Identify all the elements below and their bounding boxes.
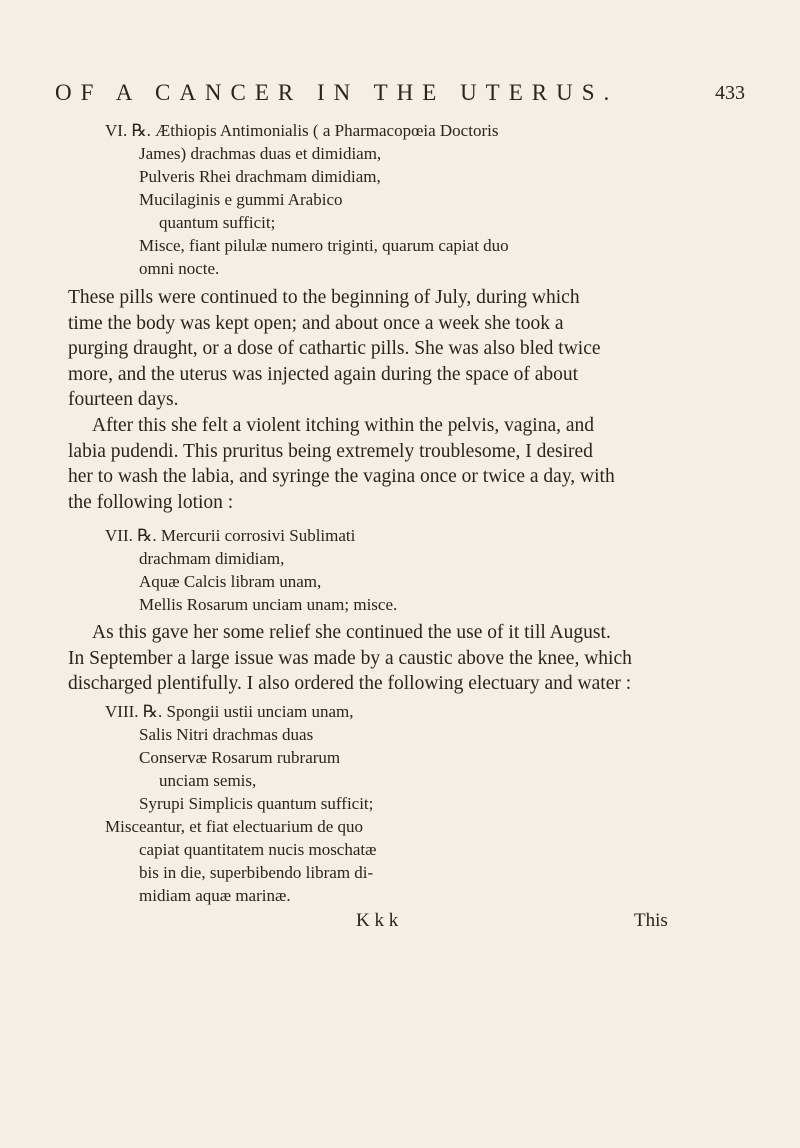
recipe-line: James) drachmas duas et dimidiam, <box>139 144 382 163</box>
header-title: OF A CANCER IN THE UTERUS. <box>55 80 619 105</box>
recipe-line: Aquæ Calcis libram unam, <box>139 572 322 591</box>
recipe-vii <box>105 524 397 616</box>
text-line: As this gave her some relief she continued the use of it till August. <box>92 622 611 643</box>
recipe-line: omni nocte. <box>139 259 220 278</box>
recipe-line: Misceantur, et fiat electuarium de quo <box>105 817 363 836</box>
recipe-line: Mucilaginis e gummi Arabico <box>139 190 343 209</box>
recipe-line: Misce, fiant pilulæ numero triginti, quarum capiat duo <box>139 236 509 255</box>
page-number: 433 <box>715 82 745 104</box>
text-line: After this she felt a violent itching within the pelvis, vagina, and <box>92 415 595 436</box>
recipe-line: Syrupi Simplicis quantum sufficit; <box>139 794 374 813</box>
text-line: discharged plentifully. I also ordered the following electuary and water : <box>68 673 632 695</box>
text-line: In September a large issue was made by a caustic above the knee, which <box>68 647 632 669</box>
recipe-line: unciam semis, <box>159 771 257 790</box>
recipe-line: bis in die, superbibendo libram di- <box>139 863 374 882</box>
text-line: These pills were continued to the beginning of July, during which <box>68 287 580 308</box>
running-header <box>55 80 745 110</box>
recipe-vi <box>105 119 509 280</box>
text-line: time the body was kept open; and about once a week she took a <box>68 312 564 334</box>
recipe-line: drachmam dimidiam, <box>139 549 285 568</box>
recipe-line: quantum sufficit; <box>159 213 276 232</box>
text-line: the following lotion : <box>68 491 234 513</box>
paragraph-pills-continued <box>68 285 601 413</box>
recipe-line: Mellis Rosarum unciam unam; misce. <box>139 595 398 614</box>
paragraph-itching <box>68 413 615 515</box>
text-line: her to wash the labia, and syringe the vagina once or twice a day, with <box>68 466 615 488</box>
recipe-line: Salis Nitri drachmas duas <box>139 725 314 744</box>
recipe-line: VII. ℞. Mercurii corrosivi Sublimati <box>105 526 356 545</box>
text-line: purging draught, or a dose of cathartic pills. She was also bled twice <box>68 338 601 360</box>
catchword: This <box>634 910 668 931</box>
paragraph-august <box>68 620 632 697</box>
recipe-line: midiam aquæ marinæ. <box>139 886 291 905</box>
recipe-line: capiat quantitatem nucis moschatæ <box>139 840 377 859</box>
recipe-line: Conservæ Rosarum rubrarum <box>139 748 341 767</box>
text-line: more, and the uterus was injected again during the space of about <box>68 363 579 385</box>
recipe-viii <box>105 700 376 907</box>
text-line: fourteen days. <box>68 389 179 411</box>
text-line: labia pudendi. This pruritus being extremely troublesome, I desired <box>68 440 593 462</box>
signature-mark: K k k <box>356 910 399 931</box>
recipe-line: VI. ℞. Æthiopis Antimonialis ( a Pharmacopœia Doctoris <box>105 121 499 140</box>
recipe-line: VIII. ℞. Spongii ustii unciam unam, <box>105 702 354 721</box>
recipe-line: Pulveris Rhei drachmam dimidiam, <box>139 167 381 186</box>
